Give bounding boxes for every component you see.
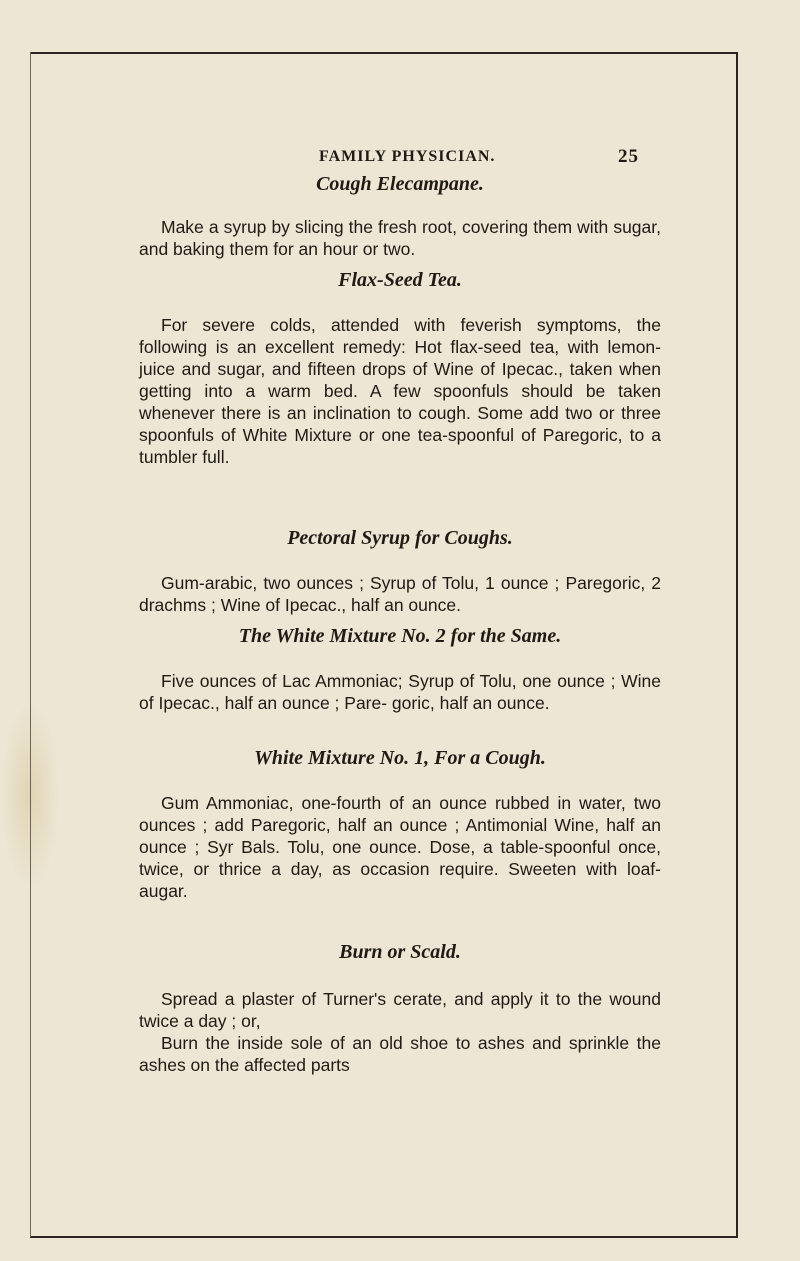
section-body: Five ounces of Lac Ammoniac; Syrup of Tolu, one ounce ; Wine of Ipecac., half an ounce ; Pare- goric, half an ounce. [139, 671, 661, 713]
running-title: FAMILY PHYSICIAN. [319, 148, 496, 165]
section-heading: White Mixture No. 1, For a Cough. [254, 747, 546, 769]
section-heading: Cough Elecampane. [316, 173, 484, 195]
scan-border-right [736, 52, 738, 1237]
section-heading: Flax-Seed Tea. [338, 269, 462, 291]
section-heading: Pectoral Syrup for Coughs. [287, 527, 513, 549]
section-heading: Burn or Scald. [339, 941, 461, 963]
section-white-mixture-1 [139, 746, 661, 902]
scan-border-bottom [30, 1236, 738, 1238]
section-flax-seed-tea [139, 268, 661, 468]
running-head [139, 140, 661, 168]
section-pectoral-syrup [139, 526, 661, 616]
scan-border-top [30, 52, 738, 54]
section-body: Gum Ammoniac, one-fourth of an ounce rubbed in water, two ounces ; add Paregoric, half an ounce ; Antimonial Wine, half an ounce ; Syr Bals. Tolu, one ounce. Dose, a table-spoonful once, twice, or thrice a day, as occasion require. Sweeten with loaf-augar. [139, 793, 661, 901]
section-body: Spread a plaster of Turner's cerate, and apply it to the wound twice a day ; or, [139, 989, 661, 1031]
section-burn-or-scald [139, 940, 661, 1076]
section-cough-elecampane [139, 172, 661, 260]
section-body: For severe colds, attended with feverish symptoms, the following is an excellent remedy: Hot flax-seed tea, with lemon-juice and sugar, and fifteen drops of Wine of Ipecac., taken when getting into a warm bed. A few spoonfuls should be taken whenever there is an inclination to cough. Some add two or three spoonfuls of White Mixture or one tea-spoonful of Paregoric, to a tumbler full. [139, 315, 661, 467]
section-body-continued: Burn the inside sole of an old shoe to ashes and sprinkle the ashes on the affected parts [139, 1033, 661, 1075]
scan-border-left [30, 52, 31, 1237]
section-heading: The White Mixture No. 2 for the Same. [238, 625, 562, 647]
section-body: Gum-arabic, two ounces ; Syrup of Tolu, 1 ounce ; Paregoric, 2 drachms ; Wine of Ipecac., half an ounce. [139, 573, 661, 615]
section-body: Make a syrup by slicing the fresh root, covering them with sugar, and baking them for an hour or two. [139, 217, 661, 259]
section-white-mixture-2 [139, 624, 661, 714]
page-number: 25 [618, 146, 639, 167]
book-page [139, 140, 661, 1075]
